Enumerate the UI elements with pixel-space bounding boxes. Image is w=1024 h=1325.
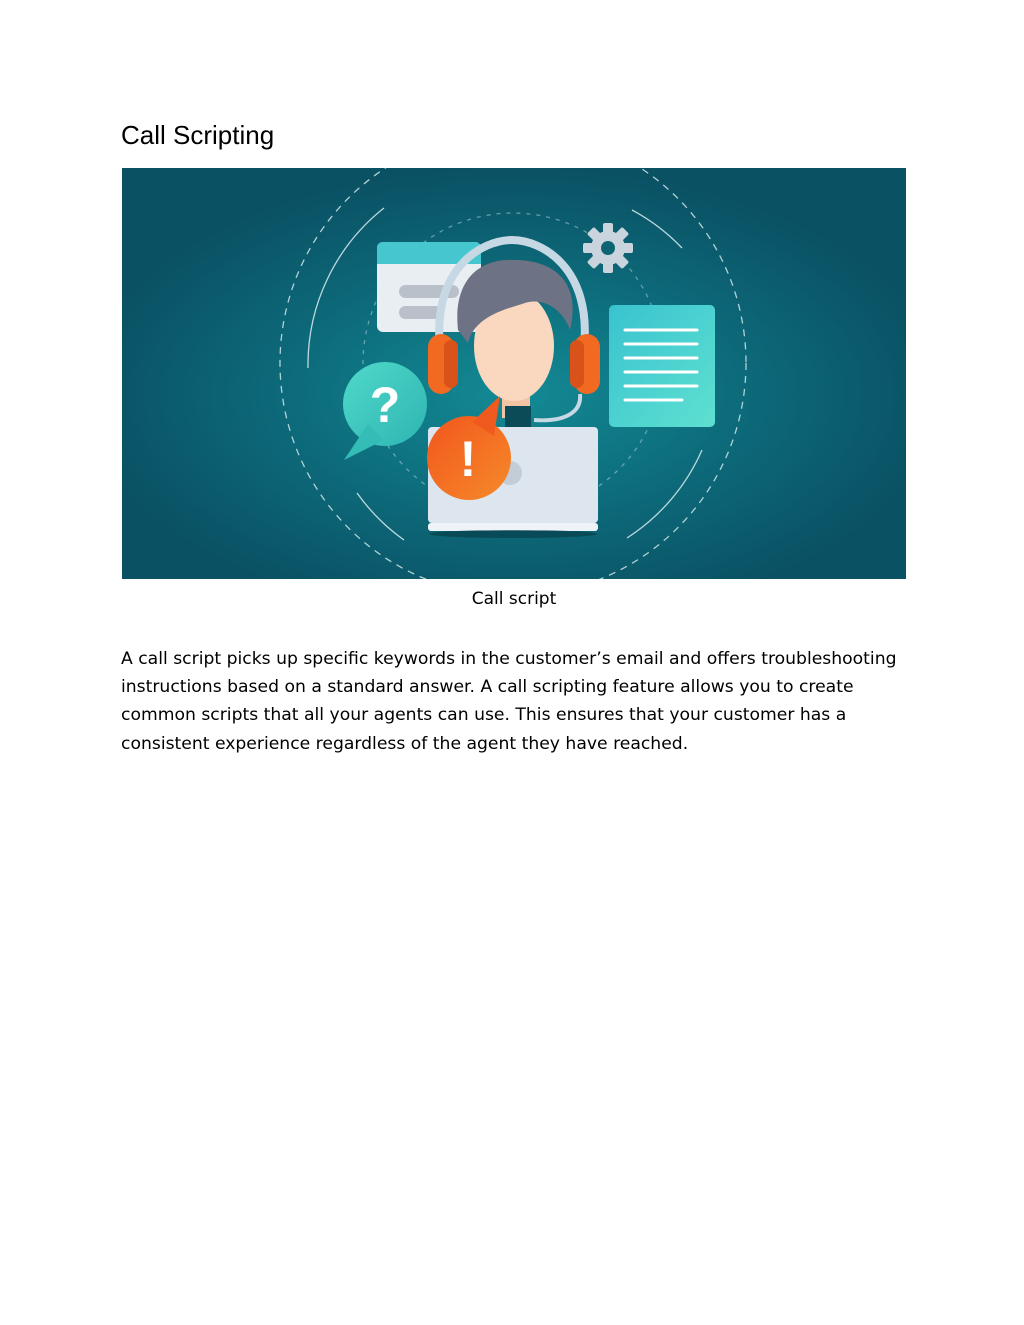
figure-caption: Call script <box>471 589 557 609</box>
question-mark: ? <box>369 377 401 433</box>
exclamation-mark: ! <box>459 431 477 487</box>
page-title: Call Scripting <box>121 120 275 150</box>
body-paragraph: A call script picks up specific keywords in the customer’s email and offers troubleshooting instructions based on a standard answer. A call scripting feature allows you to create common scripts that all your agents can use. This ensures that your customer has a consistent experience regardless of the agent they have reached. <box>121 649 897 754</box>
document-icon <box>609 305 715 427</box>
gear-icon <box>583 223 633 273</box>
call-script-illustration <box>122 168 906 579</box>
